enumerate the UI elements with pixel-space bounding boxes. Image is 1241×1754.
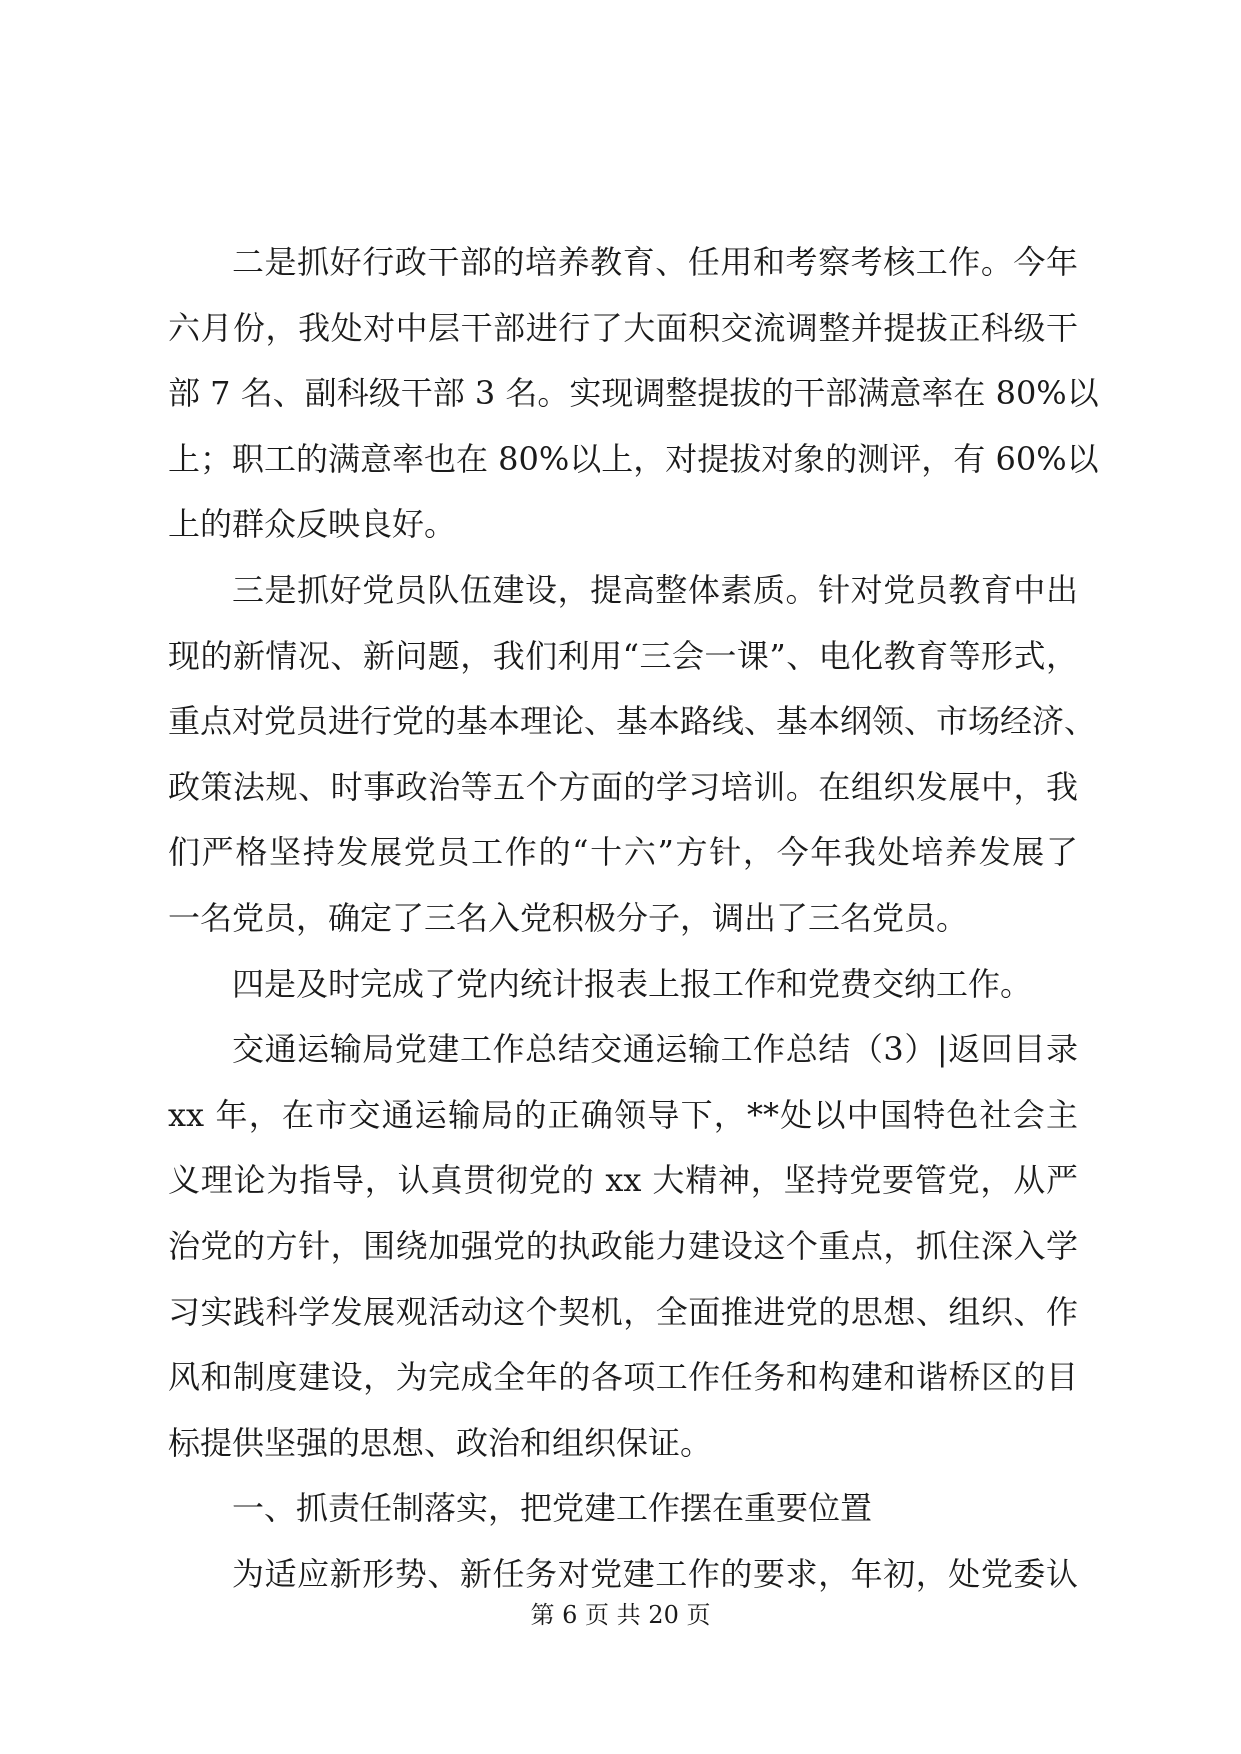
text-line: 三是抓好党员队伍建设，提高整体素质。针对党员教育中出 — [232, 570, 1078, 609]
text-line: xx 年，在市交通运输局的正确领导下，**处以中国特色社会主 — [168, 1095, 1078, 1134]
text-line: 义理论为指导，认真贯彻党的 xx 大精神，坚持党要管党，从严 — [168, 1161, 1078, 1200]
text-line: 们严格坚持发展党员工作的“十六”方针，今年我处培养发展了 — [168, 833, 1078, 872]
page-footer: 第 6 页 共 20 页 — [530, 1601, 711, 1629]
text-line: 部 7 名、副科级干部 3 名。实现调整提拔的干部满意率在 80%以 — [168, 374, 1099, 413]
text-line: 治党的方针，围绕加强党的执政能力建设这个重点，抓住深入学 — [168, 1226, 1078, 1265]
text-line: 一、抓责任制落实，把党建工作摆在重要位置 — [232, 1489, 873, 1528]
text-line: 四是及时完成了党内统计报表上报工作和党费交纳工作。 — [232, 964, 1033, 1003]
text-line: 现的新情况、新问题，我们利用“三会一课”、电化教育等形式， — [168, 636, 1078, 675]
text-line: 一名党员，确定了三名入党积极分子，调出了三名党员。 — [168, 898, 969, 937]
text-line: 政策法规、时事政治等五个方面的学习培训。在组织发展中，我 — [168, 767, 1078, 806]
text-line: 为适应新形势、新任务对党建工作的要求，年初，处党委认 — [232, 1554, 1078, 1593]
text-line: 重点对党员进行党的基本理论、基本路线、基本纲领、市场经济、 — [168, 702, 1097, 741]
text-line: 上的群众反映良好。 — [168, 505, 457, 544]
text-line: 交通运输局党建工作总结交通运输工作总结（3）|返回目录 — [232, 1030, 1078, 1069]
text-line: 上；职工的满意率也在 80%以上，对提拔对象的测评，有 60%以 — [168, 439, 1099, 478]
text-line: 风和制度建设，为完成全年的各项工作任务和构建和谐桥区的目 — [168, 1358, 1078, 1397]
text-line: 标提供坚强的思想、政治和组织保证。 — [168, 1423, 713, 1462]
text-line: 六月份，我处对中层干部进行了大面积交流调整并提拔正科级干 — [168, 308, 1078, 347]
document-body — [168, 230, 1099, 1607]
text-line: 习实践科学发展观活动这个契机，全面推进党的思想、组织、作 — [168, 1292, 1078, 1331]
text-line: 二是抓好行政干部的培养教育、任用和考察考核工作。今年 — [232, 243, 1078, 281]
